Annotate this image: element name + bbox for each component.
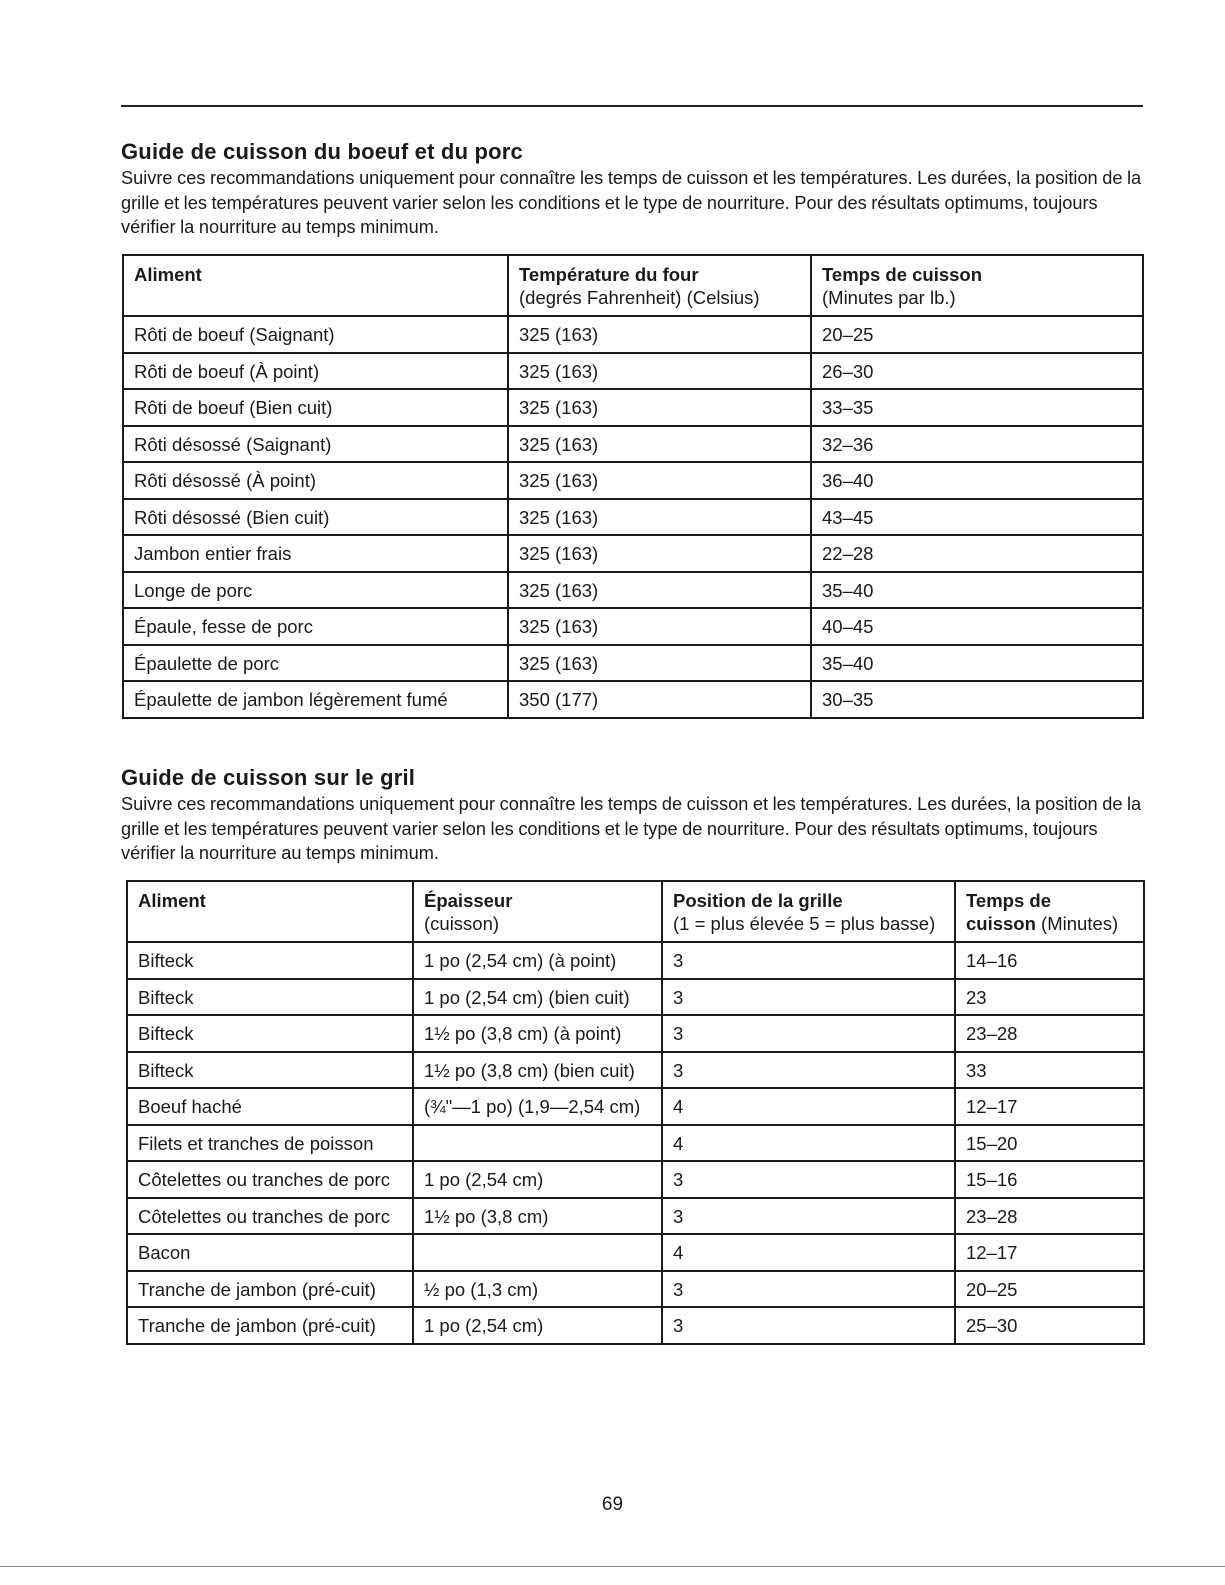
cell-thickness: 1½ po (3,8 cm) (bien cuit) — [413, 1052, 662, 1089]
cell-temperature: 325 (163) — [508, 535, 811, 572]
cell-food: Tranche de jambon (pré-cuit) — [127, 1307, 413, 1344]
cell-thickness: (¾"—1 po) (1,9—2,54 cm) — [413, 1088, 662, 1125]
cell-cooking-time: 14–16 — [955, 942, 1144, 979]
header-cooking-time: Temps de cuisson (Minutes) — [955, 881, 1144, 942]
cell-food: Bifteck — [127, 942, 413, 979]
table-row — [123, 499, 1143, 536]
cell-rack-position: 4 — [662, 1125, 955, 1162]
cell-cooking-time: 33–35 — [811, 389, 1143, 426]
cell-food: Bifteck — [127, 1015, 413, 1052]
cell-cooking-time: 20–25 — [811, 316, 1143, 353]
cell-cooking-time: 30–35 — [811, 681, 1143, 718]
table-row — [123, 608, 1143, 645]
cell-temperature: 325 (163) — [508, 389, 811, 426]
cell-cooking-time: 40–45 — [811, 608, 1143, 645]
cell-rack-position: 3 — [662, 1161, 955, 1198]
header-temperature: Température du four (degrés Fahrenheit) (Celsius) — [508, 255, 811, 316]
cell-thickness: 1 po (2,54 cm) (à point) — [413, 942, 662, 979]
header-thickness: Épaisseur (cuisson) — [413, 881, 662, 942]
beef-pork-title: Guide de cuisson du boeuf et du porc — [121, 139, 523, 164]
cell-cooking-time: 23–28 — [955, 1198, 1144, 1235]
table-row — [123, 316, 1143, 353]
cell-temperature: 325 (163) — [508, 353, 811, 390]
cell-food: Jambon entier frais — [123, 535, 508, 572]
cell-food: Rôti de boeuf (À point) — [123, 353, 508, 390]
cell-cooking-time: 35–40 — [811, 645, 1143, 682]
cell-cooking-time: 12–17 — [955, 1234, 1144, 1271]
cell-cooking-time: 36–40 — [811, 462, 1143, 499]
beef-pork-section — [121, 139, 1143, 240]
cell-cooking-time: 33 — [955, 1052, 1144, 1089]
table-header-row — [123, 255, 1143, 316]
table-row — [127, 1088, 1144, 1125]
table-row — [127, 1307, 1144, 1344]
header-food: Aliment — [123, 255, 508, 316]
cell-food: Bifteck — [127, 979, 413, 1016]
table-row — [127, 1234, 1144, 1271]
cell-thickness: 1 po (2,54 cm) (bien cuit) — [413, 979, 662, 1016]
table-row — [127, 1198, 1144, 1235]
cell-temperature: 325 (163) — [508, 572, 811, 609]
cell-temperature: 325 (163) — [508, 645, 811, 682]
grill-section — [121, 765, 1143, 866]
cell-rack-position: 4 — [662, 1234, 955, 1271]
cell-food: Épaulette de porc — [123, 645, 508, 682]
cell-cooking-time: 43–45 — [811, 499, 1143, 536]
cell-food: Bacon — [127, 1234, 413, 1271]
table-row — [127, 1015, 1144, 1052]
cell-rack-position: 3 — [662, 1015, 955, 1052]
cell-cooking-time: 22–28 — [811, 535, 1143, 572]
cell-rack-position: 3 — [662, 1198, 955, 1235]
cell-cooking-time: 26–30 — [811, 353, 1143, 390]
table-row — [127, 1052, 1144, 1089]
cell-temperature: 325 (163) — [508, 608, 811, 645]
table-row — [127, 1161, 1144, 1198]
table-row — [123, 645, 1143, 682]
cell-food: Rôti désossé (À point) — [123, 462, 508, 499]
cell-food: Rôti désossé (Saignant) — [123, 426, 508, 463]
table-row — [123, 426, 1143, 463]
cell-temperature: 350 (177) — [508, 681, 811, 718]
cell-thickness: 1½ po (3,8 cm) — [413, 1198, 662, 1235]
table-row — [123, 353, 1143, 390]
cell-food: Filets et tranches de poisson — [127, 1125, 413, 1162]
cell-cooking-time: 32–36 — [811, 426, 1143, 463]
cell-cooking-time: 12–17 — [955, 1088, 1144, 1125]
cell-cooking-time: 20–25 — [955, 1271, 1144, 1308]
cell-rack-position: 3 — [662, 979, 955, 1016]
grill-title: Guide de cuisson sur le gril — [121, 765, 416, 790]
header-rack-position: Position de la grille (1 = plus élevée 5 = plus basse) — [662, 881, 955, 942]
cell-cooking-time: 25–30 — [955, 1307, 1144, 1344]
beef-pork-intro: Suivre ces recommandations uniquement pour connaître les temps de cuisson et les températures. Les durées, la position de la grille et les températures peuvent varier selon les conditions et le type de nourriture. Pour des résultats optimums, toujours vérifier la nourriture au temps minimum. — [121, 168, 1142, 237]
table-row — [127, 1125, 1144, 1162]
cell-food: Rôti de boeuf (Saignant) — [123, 316, 508, 353]
cell-temperature: 325 (163) — [508, 316, 811, 353]
header-cooking-time: Temps de cuisson (Minutes par lb.) — [811, 255, 1143, 316]
cell-rack-position: 3 — [662, 1271, 955, 1308]
cell-temperature: 325 (163) — [508, 426, 811, 463]
cell-cooking-time: 35–40 — [811, 572, 1143, 609]
table-row — [123, 572, 1143, 609]
table-header-row — [127, 881, 1144, 942]
cell-food: Rôti de boeuf (Bien cuit) — [123, 389, 508, 426]
table-row — [123, 389, 1143, 426]
cell-thickness: ½ po (1,3 cm) — [413, 1271, 662, 1308]
cell-thickness: 1 po (2,54 cm) — [413, 1161, 662, 1198]
cell-rack-position: 4 — [662, 1088, 955, 1125]
grill-intro: Suivre ces recommandations uniquement pour connaître les temps de cuisson et les températures. Les durées, la position de la grille et les températures peuvent varier selon les conditions et le type de nourriture. Pour des résultats optimums, toujours vérifier la nourriture au temps minimum. — [121, 794, 1142, 863]
beef-pork-table — [122, 254, 1144, 719]
cell-food: Côtelettes ou tranches de porc — [127, 1161, 413, 1198]
cell-thickness — [413, 1234, 662, 1271]
cell-food: Tranche de jambon (pré-cuit) — [127, 1271, 413, 1308]
page-number: 69 — [601, 1494, 624, 1515]
cell-food: Rôti désossé (Bien cuit) — [123, 499, 508, 536]
cell-temperature: 325 (163) — [508, 499, 811, 536]
cell-thickness: 1 po (2,54 cm) — [413, 1307, 662, 1344]
grill-table-body — [127, 942, 1144, 1344]
cell-thickness — [413, 1125, 662, 1162]
table-row — [123, 462, 1143, 499]
bottom-rule — [0, 1566, 1225, 1567]
top-rule — [121, 105, 1143, 107]
cell-food: Bifteck — [127, 1052, 413, 1089]
cell-temperature: 325 (163) — [508, 462, 811, 499]
table-row — [123, 681, 1143, 718]
cell-thickness: 1½ po (3,8 cm) (à point) — [413, 1015, 662, 1052]
header-food: Aliment — [127, 881, 413, 942]
table-row — [127, 979, 1144, 1016]
grill-table — [126, 880, 1145, 1345]
cell-food: Boeuf haché — [127, 1088, 413, 1125]
cell-cooking-time: 15–20 — [955, 1125, 1144, 1162]
table-row — [123, 535, 1143, 572]
beef-pork-table-body — [123, 316, 1143, 718]
table-row — [127, 942, 1144, 979]
cell-rack-position: 3 — [662, 1052, 955, 1089]
cell-rack-position: 3 — [662, 942, 955, 979]
cell-rack-position: 3 — [662, 1307, 955, 1344]
cell-cooking-time: 23–28 — [955, 1015, 1144, 1052]
cell-food: Longe de porc — [123, 572, 508, 609]
cell-food: Épaulette de jambon légèrement fumé — [123, 681, 508, 718]
cell-food: Épaule, fesse de porc — [123, 608, 508, 645]
cell-cooking-time: 23 — [955, 979, 1144, 1016]
cell-cooking-time: 15–16 — [955, 1161, 1144, 1198]
table-row — [127, 1271, 1144, 1308]
cell-food: Côtelettes ou tranches de porc — [127, 1198, 413, 1235]
